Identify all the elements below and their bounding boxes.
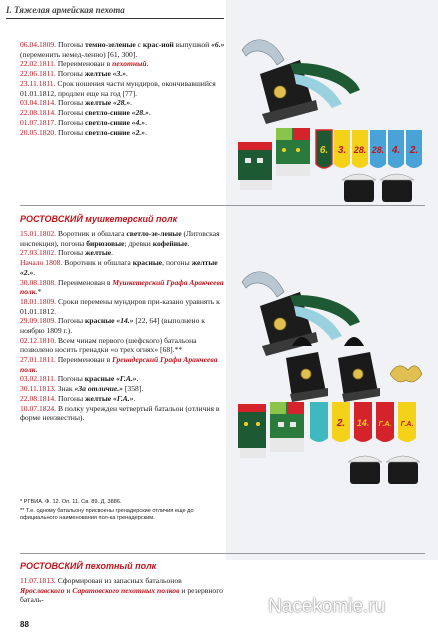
watermark: Nacekomie.ru <box>268 596 386 617</box>
entry-text: Ярославского <box>20 585 65 595</box>
entry-text: и резервного баталь- <box>20 585 223 605</box>
entry-text: светло-зе-леные <box>126 229 182 238</box>
svg-text:2.: 2. <box>336 418 346 429</box>
entry-text: Гренадерский Графа Аракчеева полк <box>20 355 218 374</box>
chronology-entry <box>20 248 225 258</box>
cartridge-box-icon <box>348 456 382 484</box>
entry-text: «28.» <box>113 98 131 108</box>
entry-date: 30.08.1808. <box>20 277 58 287</box>
entry-text: бирюзовые <box>86 238 125 248</box>
entry-text: Сформирован из запасных батальонов <box>57 576 182 585</box>
entry-text: Переименован в <box>57 355 113 365</box>
entry-text: . <box>133 393 136 403</box>
chronology-entry <box>20 374 225 384</box>
entry-text: ; древки <box>124 238 153 248</box>
epaulette-icon <box>388 130 404 168</box>
section-2-entries <box>20 229 225 423</box>
entry-date: 22.06.1811. <box>20 69 58 79</box>
entry-date: 03.02.1811. <box>20 374 58 384</box>
entry-text: . <box>35 364 38 374</box>
svg-text:28.: 28. <box>371 145 385 155</box>
cartridge-box-icon <box>386 456 420 484</box>
entry-text: [358]. <box>122 384 144 394</box>
entry-text: .* <box>35 287 42 297</box>
entry-text: . <box>136 374 139 384</box>
entry-text: Погоны <box>57 69 85 79</box>
entry-text: Знак <box>57 384 75 394</box>
entry-date: 29.09.1809. <box>20 316 58 326</box>
running-header <box>0 0 226 20</box>
entry-text: светло-синие <box>85 117 130 127</box>
entry-text: Мушкетерский Графа Аракчеева полк <box>20 277 224 297</box>
entry-text: . <box>126 69 128 79</box>
svg-text:6.: 6. <box>319 145 329 156</box>
entry-text: темно-зеленые <box>85 40 136 49</box>
epaulette-icon <box>354 402 372 442</box>
epaulette-icon <box>376 402 394 442</box>
chronology-entry <box>20 118 225 128</box>
entry-date: 02.12.1810. <box>20 335 58 345</box>
svg-text:14.: 14. <box>356 418 370 428</box>
entry-date: 23.11.1811. <box>20 78 58 88</box>
entry-date: 11.07.1813. <box>20 576 58 585</box>
entry-text: . <box>146 59 149 69</box>
chronology-entry <box>20 229 225 248</box>
entry-text: кофейные <box>152 238 188 248</box>
entry-text: [22, 64] (выполнено к ноябрю 1809 г.). <box>20 316 205 335</box>
entry-text: . <box>187 238 190 248</box>
entry-text: желтые <box>85 98 112 108</box>
footnote-2: ** Т.е. одному батальону присвоены гренадерские отличия еще до официального наименования пол-ка гренадерским. <box>20 508 194 521</box>
chronology-entry <box>20 336 225 355</box>
entry-date: 22.08.1814. <box>20 108 58 118</box>
cartridge-box-icon <box>342 174 376 202</box>
entry-text: Саратовского <box>72 585 120 595</box>
section-divider <box>20 553 425 554</box>
epaulettes <box>316 130 422 168</box>
entry-text: Сроки перемены мундиров при-казано уравнять к 01.01.1812. <box>20 296 220 316</box>
svg-text:3.: 3. <box>337 145 347 156</box>
chronology-entry <box>20 98 225 108</box>
epaulette-icon <box>310 402 328 442</box>
entry-text: пехотных полков <box>121 585 180 595</box>
entry-text: Погоны <box>57 393 86 403</box>
epaulette-icon <box>398 402 416 442</box>
section-3-entries <box>20 576 225 605</box>
page-number: 88 <box>20 620 29 629</box>
entry-text: . <box>145 117 147 127</box>
entry-text: желтые <box>85 393 112 403</box>
uniform-illustration-1 <box>232 30 432 210</box>
entry-text: красные <box>84 374 115 384</box>
chronology-entry <box>20 316 225 335</box>
entry-text: красные <box>85 316 115 326</box>
section-3-title: РОСТОВСКИЙ пехотный полк <box>20 561 157 571</box>
entry-text: Переименован в <box>57 59 113 69</box>
entry-text: «28.» <box>131 108 149 118</box>
epaulette-icon <box>332 402 350 442</box>
chronology-entry <box>20 355 225 374</box>
chronology-entry <box>20 576 225 605</box>
entry-date: 03.04.1814. <box>20 98 58 108</box>
entry-date: 10.07.1824. <box>20 403 58 413</box>
entry-text: светло-синие <box>85 108 130 118</box>
svg-text:Г.А.: Г.А. <box>378 421 392 428</box>
entry-text: (переменить немед-ленно) [61, 300]. <box>20 49 138 59</box>
uniform-illustration-2 <box>232 262 432 502</box>
epaulette-icon <box>316 130 332 168</box>
entry-date: 15.01.1802. <box>20 229 58 238</box>
entry-text: желтые <box>84 69 111 79</box>
chronology-entry <box>20 404 225 423</box>
entry-text: Погоны <box>57 117 86 127</box>
entry-text: Всем чинам первого (шефского) батальона позволено носить гренадки «о трех огнях» [68].** <box>20 335 197 355</box>
entry-text: Погоны <box>57 108 86 118</box>
entry-text: «6.» <box>211 40 225 49</box>
svg-text:4.: 4. <box>391 145 401 156</box>
cuff-icon <box>238 142 272 190</box>
epaulette-icon <box>370 130 386 168</box>
entry-text: светло-синие <box>85 127 130 137</box>
entry-text: . <box>145 127 147 137</box>
shako-icon <box>242 40 360 124</box>
entry-text: Погоны <box>57 248 86 258</box>
entry-text: В полку учрежден четвертый батальон (отличия в форме неизвестны). <box>20 403 220 423</box>
entry-text: Погоны <box>57 374 85 384</box>
entry-text: выпушкой <box>173 40 212 49</box>
entry-date: 30.11.1813. <box>20 384 58 394</box>
entry-date: 22.08.1814. <box>20 393 58 403</box>
entry-text: Воротник и обшлага <box>64 258 133 268</box>
collar-icon <box>238 404 266 458</box>
cartridge-box-icon <box>380 174 414 202</box>
entry-text: . <box>111 248 114 258</box>
header-rule <box>6 18 224 19</box>
entry-text: «Г.А.» <box>113 393 134 403</box>
entry-text: . <box>130 98 133 108</box>
entry-text: Погоны <box>57 316 86 326</box>
chronology-entry <box>20 59 225 69</box>
chronology-entry <box>20 297 225 316</box>
entry-text: с <box>135 40 143 49</box>
epaulette-icon <box>334 130 350 168</box>
entry-text: Срок ношения части мундиров, окончивавшийся 01.01.1812, продлен еще на год [77]. <box>20 78 216 98</box>
chronology-entry <box>20 384 225 394</box>
svg-text:Г.А.: Г.А. <box>400 421 414 428</box>
chronology-entry <box>20 40 225 59</box>
entry-text: красные <box>132 258 163 268</box>
entry-text: . <box>33 267 36 277</box>
entry-text: «2.» <box>131 127 146 137</box>
chronology-entry <box>20 79 225 98</box>
entry-text: крас-ной <box>142 40 174 49</box>
entry-text: Переименован в <box>57 277 113 287</box>
entry-text: «3.» <box>112 69 127 79</box>
entry-text: желтые <box>85 248 112 258</box>
entry-text: Погоны <box>57 40 86 49</box>
entry-text: Погоны <box>57 127 86 137</box>
collar-icon <box>276 128 310 176</box>
entry-date: 20.05.1820. <box>20 127 58 137</box>
epaulette-icon <box>406 130 422 168</box>
entry-text: «2.» <box>20 267 34 277</box>
chronology-entry <box>20 258 225 277</box>
chapter-title: I. Тяжелая армейская пехота <box>6 5 125 15</box>
entry-text: «4.» <box>131 117 146 127</box>
epaulettes <box>310 402 416 442</box>
entry-text: Воротник и обшлага <box>57 229 127 238</box>
cuff-icon <box>270 402 304 452</box>
entry-text: желтые <box>191 258 218 268</box>
grenadier-shako-icon <box>338 337 380 402</box>
entry-date: 27.01.1811. <box>20 355 58 365</box>
footnote-1: * РГВИА. Ф. 12. Оп. 11. Св. 89. Д. 3886. <box>20 499 122 505</box>
entry-date: 01.07.1817. <box>20 117 58 127</box>
section-2-title: РОСТОВСКИЙ мушкетерский полк <box>20 214 178 224</box>
entry-text: «За отличие.» <box>74 384 123 394</box>
entry-text: и <box>64 585 73 595</box>
chronology-entry <box>20 394 225 404</box>
entry-text: , погоны <box>162 258 192 268</box>
entry-text: «14.» <box>116 316 134 326</box>
entry-date: Начало 1808. <box>20 258 65 268</box>
chronology-entry <box>20 108 225 118</box>
entry-date: 06.04.1809. <box>20 40 58 49</box>
svg-text:28.: 28. <box>353 145 367 155</box>
entry-date: 27.03.1802. <box>20 248 58 258</box>
chronology-entry <box>20 278 225 297</box>
entry-date: 18.01.1809. <box>20 296 58 306</box>
chronology-entry <box>20 128 225 138</box>
epaulette-icon <box>352 130 368 168</box>
svg-text:2.: 2. <box>409 145 419 156</box>
entry-text: (Литовская инспекция), погоны <box>20 229 220 248</box>
entry-text: «Г.А.» <box>116 374 137 384</box>
entry-text: Погоны <box>57 98 86 108</box>
section-1-entries <box>20 40 225 137</box>
grenade-badge-icon <box>390 366 422 382</box>
entry-text: пехотный <box>112 59 147 69</box>
footnotes <box>20 499 225 524</box>
entry-text: . <box>148 108 151 118</box>
chronology-entry <box>20 69 225 79</box>
entry-date: 22.02.1811. <box>20 59 58 69</box>
